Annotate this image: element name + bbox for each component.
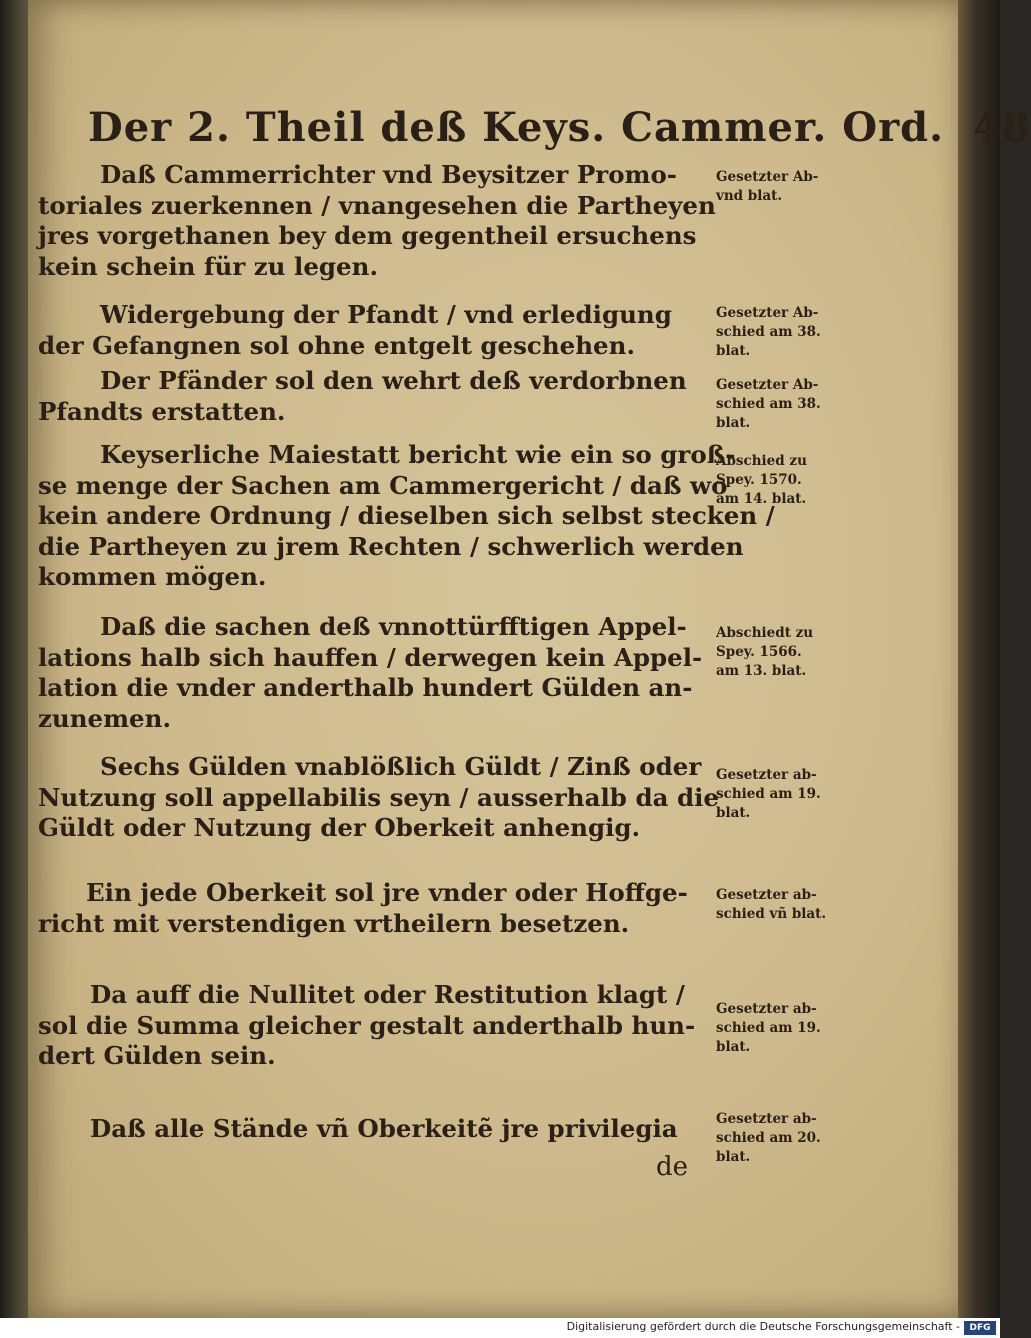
text-line: Sechs Gülden vnablößlich Güldt / Zinß oder <box>100 752 702 781</box>
note-line: Spey. 1566. <box>716 644 802 660</box>
text-line: lations halb sich hauffen / derwegen kein Appel- <box>38 642 703 672</box>
note-line: Gesetzter Ab- <box>716 377 819 393</box>
note-line: Gesetzter ab- <box>716 887 817 903</box>
note-line: blat. <box>716 1039 751 1055</box>
margin-note-9 <box>716 1110 846 1167</box>
text-line: richt mit verstendigen vrtheilern besetzen. <box>38 908 630 938</box>
note-line: schied vñ blat. <box>716 906 827 922</box>
text-line: Nutzung soll appellabilis seyn / ausserhalb da die <box>38 782 720 812</box>
text-line: der Gefangnen sol ohne entgelt geschehen. <box>38 330 635 360</box>
margin-note-6 <box>716 766 846 823</box>
note-line: Abschiedt zu <box>716 625 814 641</box>
note-line: Gesetzter Ab- <box>716 305 819 321</box>
paragraph-3 <box>38 366 712 427</box>
note-line: schied am 38. <box>716 324 821 340</box>
paragraph-6 <box>38 752 720 844</box>
text-line: toriales zuerkennen / vnangesehen die Partheyen <box>38 190 716 220</box>
note-line: Gesetzter ab- <box>716 767 817 783</box>
note-line: am 13. blat. <box>716 663 807 679</box>
note-line: Abschied zu <box>716 453 807 469</box>
text-line: Widergebung der Pfandt / vnd erledigung <box>100 300 672 329</box>
note-line: blat. <box>716 415 751 431</box>
note-line: Gesetzter ab- <box>716 1111 817 1127</box>
note-line: blat. <box>716 805 751 821</box>
text-line: dert Gülden sein. <box>38 1041 276 1070</box>
margin-note-5 <box>716 624 846 681</box>
note-line: vnd blat. <box>716 188 783 204</box>
note-line: blat. <box>716 1149 751 1165</box>
dfg-logo: DFG <box>964 1321 996 1335</box>
text-line: Daß Cammerrichter vnd Beysitzer Promo- <box>100 160 677 189</box>
text-line: Da auff die Nullitet oder Restitution klagt / <box>90 980 685 1009</box>
margin-note-8 <box>716 1000 846 1057</box>
margin-note-4 <box>716 452 846 509</box>
text-line: Güldt oder Nutzung der Oberkeit anhengig. <box>38 813 641 842</box>
text-line: Pfandts erstatten. <box>38 396 286 426</box>
header-title: Der 2. Theil deß Keys. Cammer. Ord. <box>88 104 945 151</box>
paragraph-5 <box>38 612 712 734</box>
scan-right-edge <box>958 0 1000 1318</box>
margin-note-3 <box>716 376 846 433</box>
note-line: am 14. blat. <box>716 491 807 507</box>
text-line: zunemen. <box>38 703 171 733</box>
text-line: se menge der Sachen am Cammergericht / daß wo <box>38 470 728 500</box>
text-line: kein andere Ordnung / dieselben sich selbst stecken / <box>38 501 775 530</box>
margin-note-1 <box>716 168 846 206</box>
page-number: 48 <box>972 104 1031 151</box>
footer-credit: Digitalisierung gefördert durch die Deutsche Forschungsgemeinschaft - <box>566 1320 960 1333</box>
paragraph-9 <box>38 1114 712 1145</box>
text-line: lation die vnder anderthalb hundert Gülden an- <box>38 673 693 702</box>
paragraph-8 <box>38 980 712 1072</box>
note-line: Gesetzter Ab- <box>716 169 819 185</box>
text-line: jres vorgethanen bey dem gegentheil ersuchens <box>38 221 697 250</box>
note-line: Gesetzter ab- <box>716 1001 817 1017</box>
margin-note-7 <box>716 886 846 924</box>
catchword: de <box>656 1152 689 1182</box>
note-line: blat. <box>716 343 751 359</box>
text-line: Der Pfänder sol den wehrt deß verdorbnen <box>100 366 687 395</box>
text-line: Ein jede Oberkeit sol jre vnder oder Hoffge- <box>86 878 688 907</box>
text-line: kommen mögen. <box>38 562 267 591</box>
note-line: schied am 38. <box>716 396 821 412</box>
note-line: schied am 19. <box>716 1020 821 1036</box>
paragraph-2 <box>38 300 712 361</box>
paragraph-7 <box>38 878 712 939</box>
text-line: Keyserliche Maiestatt bericht wie ein so groß- <box>100 440 736 469</box>
text-line: Daß alle Stände vñ Oberkeitẽ jre privilegia <box>90 1114 678 1143</box>
text-line: sol die Summa gleicher gestalt anderthalb hun- <box>38 1010 696 1040</box>
text-line: die Partheyen zu jrem Rechten / schwerlich werden <box>38 531 744 561</box>
text-line: Daß die sachen deß vnnottürfftigen Appel- <box>100 612 687 641</box>
running-header <box>88 104 1031 151</box>
note-line: schied am 20. <box>716 1130 821 1146</box>
margin-note-2 <box>716 304 846 361</box>
note-line: schied am 19. <box>716 786 821 802</box>
note-line: Spey. 1570. <box>716 472 802 488</box>
paragraph-1 <box>38 160 716 282</box>
text-line: kein schein für zu legen. <box>38 251 378 281</box>
